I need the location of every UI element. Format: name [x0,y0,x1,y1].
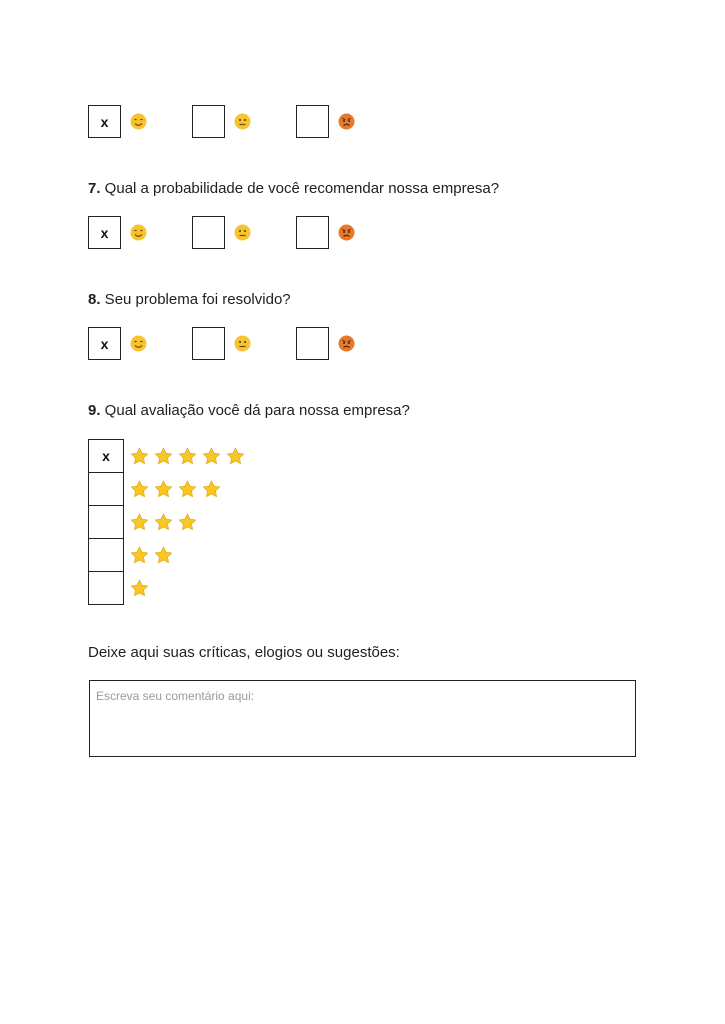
stars-group [130,513,202,531]
star-icon [130,579,149,597]
star-icon [154,513,173,531]
star-icon [154,480,173,498]
star-icon [154,546,173,564]
rating-option-2-stars[interactable] [88,538,338,571]
checkbox[interactable] [296,216,329,249]
stars-group [130,480,226,498]
checkbox[interactable] [192,216,225,249]
stars-group [130,579,154,597]
rating-option-5-stars[interactable] [88,439,338,472]
checkbox[interactable]: x [88,327,121,360]
neutral-face-icon [234,224,251,241]
checkbox[interactable] [88,571,124,605]
checkbox[interactable]: x [88,216,121,249]
star-icon [178,513,197,531]
comments-label: Deixe aqui suas críticas, elogios ou sugestões: [88,644,400,661]
question-7-options [88,216,388,252]
smiling-face-icon [130,224,147,241]
question-text: Qual avaliação você dá para nossa empresa? [100,402,410,419]
question-text: Qual a probabilidade de você recomendar nossa empresa? [100,180,500,197]
question-8 [88,291,291,309]
rating-option-3-stars[interactable] [88,505,338,538]
checkbox[interactable] [88,505,124,539]
stars-group [130,447,250,465]
question-7 [88,180,499,198]
stars-group [130,546,178,564]
comment-input[interactable] [89,680,636,757]
star-icon [202,480,221,498]
star-icon [178,480,197,498]
star-icon [130,513,149,531]
angry-face-icon [338,224,355,241]
star-icon [130,546,149,564]
question-8-options [88,327,388,363]
star-icon [202,447,221,465]
checkbox[interactable] [192,327,225,360]
checkbox[interactable]: x [88,439,124,473]
star-icon [226,447,245,465]
checkbox[interactable] [296,105,329,138]
angry-face-icon [338,113,355,130]
smiling-face-icon [130,113,147,130]
question-text: Seu problema foi resolvido? [100,291,291,308]
star-icon [178,447,197,465]
question-number: 9. [88,402,101,419]
angry-face-icon [338,335,355,352]
satisfaction-options-row [88,105,388,141]
neutral-face-icon [234,113,251,130]
smiling-face-icon [130,335,147,352]
question-number: 7. [88,180,101,197]
neutral-face-icon [234,335,251,352]
question-number: 8. [88,291,101,308]
rating-option-4-stars[interactable] [88,472,338,505]
star-icon [130,480,149,498]
checkbox[interactable] [296,327,329,360]
star-icon [154,447,173,465]
checkbox[interactable] [88,538,124,572]
checkbox[interactable] [192,105,225,138]
checkbox[interactable] [88,472,124,506]
checkbox[interactable]: x [88,105,121,138]
star-icon [130,447,149,465]
question-9 [88,402,410,420]
rating-option-1-stars[interactable] [88,571,338,604]
